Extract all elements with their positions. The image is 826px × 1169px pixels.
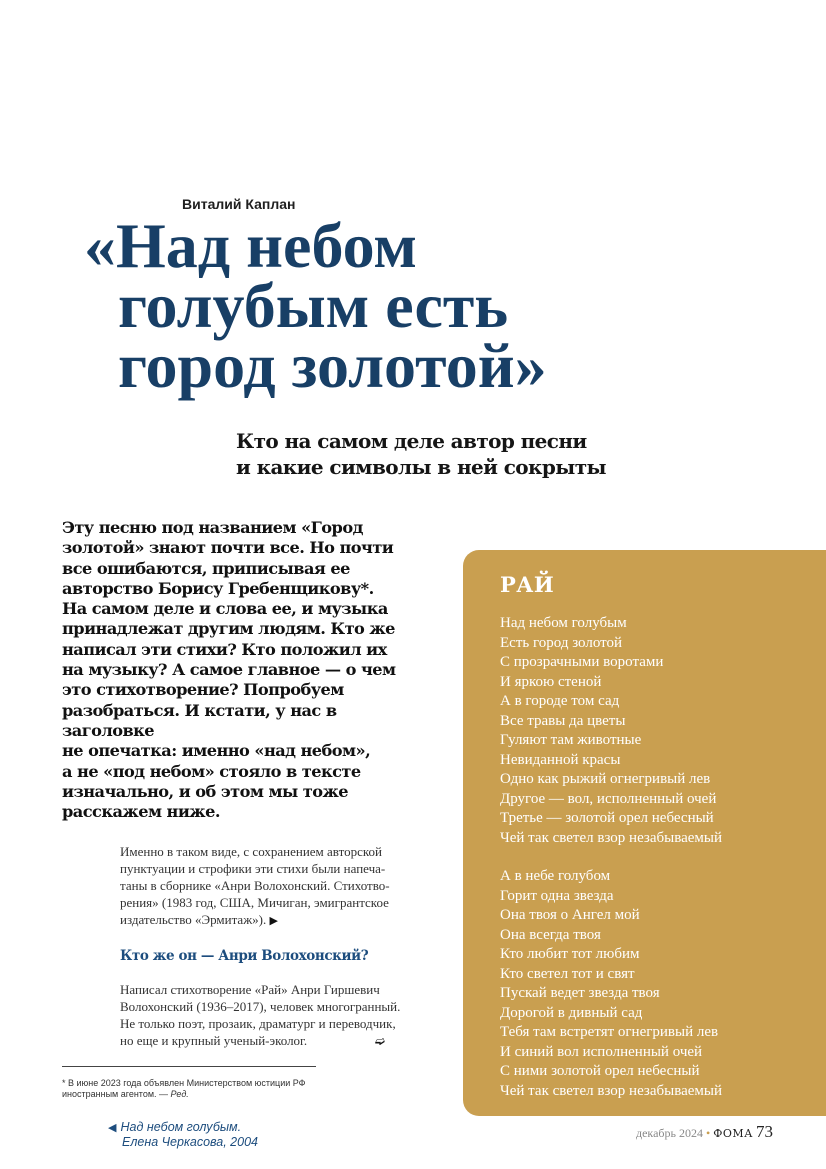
- article-lead: [62, 518, 402, 822]
- arrow-right-triangle-icon: ▶: [269, 915, 278, 927]
- poem-line: Чей так светел взор незабываемый: [500, 1082, 723, 1099]
- poem-line: Она твоя о Ангел мой: [500, 907, 640, 923]
- poem-line: Она всегда твоя: [500, 926, 601, 943]
- lead-line: не опечатка: именно «над небом»,: [62, 741, 371, 761]
- poem-line: Горит одна звезда: [500, 887, 614, 904]
- bullet-icon: •: [705, 1126, 711, 1140]
- note-line: пунктуации и строфики эти стихи были напеча-: [120, 861, 386, 876]
- note-line: таны в сборнике «Анри Волохонский. Стихотво-: [120, 878, 390, 893]
- lead-line: а не «под небом» стояло в тексте: [62, 761, 361, 781]
- title-line-2: голубым есть: [118, 270, 509, 341]
- body-line: Написал стихотворение «Рай» Анри Гиршевич: [120, 982, 380, 997]
- magazine-name: ФОМА: [713, 1127, 753, 1140]
- poem-line: Над небом голубым: [500, 615, 627, 631]
- hook-arrow-icon: ➫: [375, 1034, 386, 1048]
- lead-line: это стихотворение? Попробуем: [62, 680, 344, 700]
- footnote-divider: [62, 1066, 316, 1067]
- note-line: [120, 911, 440, 930]
- poem-line: Есть город золотой: [500, 634, 623, 651]
- footnote: [62, 1078, 342, 1100]
- lead-line: золотой» знают почти все. Но почти: [62, 538, 394, 558]
- lead-line: изначально, и об этом мы тоже: [62, 781, 349, 801]
- poem-line: И яркою стеной: [500, 673, 602, 690]
- poem-line: С прозрачными воротами: [500, 654, 664, 670]
- note-line-text: издательство «Эрмитаж»).: [120, 912, 267, 927]
- poem-line: Все травы да цветы: [500, 712, 626, 729]
- article-subtitle: [236, 428, 656, 480]
- lead-line: написал эти стихи? Кто положил их: [62, 639, 387, 659]
- title-line-3: город золотой»: [118, 330, 547, 401]
- poem-line: И синий вол исполненный очей: [500, 1043, 703, 1060]
- note-line: Именно в таком виде, с сохранением авторской: [120, 844, 383, 859]
- footnote-editor: Ред.: [170, 1089, 189, 1099]
- poem-line: Третье — золотой орел небесный: [500, 810, 714, 826]
- body-line: Не только поэт, прозаик, драматург и переводчик,: [120, 1016, 396, 1031]
- note-line: рения» (1983 год, США, Мичиган, эмигрантское: [120, 895, 389, 910]
- arrow-left-triangle-icon: ◀: [108, 1122, 117, 1134]
- issue-date: декабрь 2024: [636, 1126, 703, 1140]
- lead-line: все ошибаются, приписывая ее: [62, 558, 350, 578]
- page-folio: [636, 1122, 773, 1142]
- page-number: 73: [755, 1122, 773, 1141]
- article-author: Виталий Каплан: [182, 196, 296, 212]
- lead-line: принадлежат другим людям. Кто же: [62, 619, 395, 639]
- poem-line: Гуляют там животные: [500, 732, 642, 748]
- poem-line: А в небе голубом: [500, 868, 611, 884]
- image-caption: [108, 1120, 258, 1149]
- poem-line: Невиданной красы: [500, 751, 621, 768]
- section-heading: Кто же он — Анри Волохонский?: [120, 948, 369, 964]
- article-title: [84, 210, 724, 401]
- poem-line: Дорогой в дивный сад: [500, 1004, 643, 1021]
- subtitle-line-1: Кто на самом деле автор песни: [236, 429, 587, 453]
- edition-note: [120, 843, 440, 930]
- poem-line: Кто любит тот любим: [500, 946, 640, 962]
- poem-line: А в городе том сад: [500, 693, 620, 709]
- poem-line: Тебя там встретят огнегривый лев: [500, 1024, 719, 1040]
- body-line: но еще и крупный ученый-эколог.: [120, 1033, 308, 1048]
- body-line: Волохонский (1936–2017), человек многогранный.: [120, 999, 401, 1014]
- poem-line: Другое — вол, исполненный очей: [500, 790, 717, 807]
- lead-line: расскажем ниже.: [62, 802, 220, 822]
- lead-line: На самом деле и слова ее, и музыка: [62, 599, 388, 619]
- poem-stanza-1: [500, 614, 800, 848]
- footnote-text: * В июне 2023 года объявлен Министерством юстиции РФ иностранным агентом. —: [62, 1078, 306, 1099]
- caption-credit: Елена Черкасова, 2004: [122, 1135, 258, 1149]
- caption-title: Над небом голубым.: [120, 1120, 242, 1134]
- lead-line: на музыку? А самое главное — о чем: [62, 660, 396, 680]
- poem-title: РАЙ: [500, 572, 555, 597]
- poem-line: С ними золотой орел небесный: [500, 1063, 700, 1079]
- poem-line: Пускай ведет звезда твоя: [500, 985, 660, 1001]
- title-line-1: «Над небом: [84, 210, 417, 281]
- poem-stanza-2: [500, 867, 800, 1101]
- lead-line: Эту песню под названием «Город: [62, 518, 363, 537]
- body-text: [120, 981, 440, 1049]
- poem-line: Чей так светел взор незабываемый: [500, 829, 723, 846]
- poem-line: Одно как рыжий огнегривый лев: [500, 771, 711, 787]
- subtitle-line-2: и какие символы в ней сокрыты: [236, 455, 606, 479]
- lead-line: авторство Борису Гребенщикову*.: [62, 578, 374, 598]
- poem-line: Кто светел тот и свят: [500, 965, 635, 982]
- lead-line: разобраться. И кстати, у нас в заголовке: [62, 700, 337, 740]
